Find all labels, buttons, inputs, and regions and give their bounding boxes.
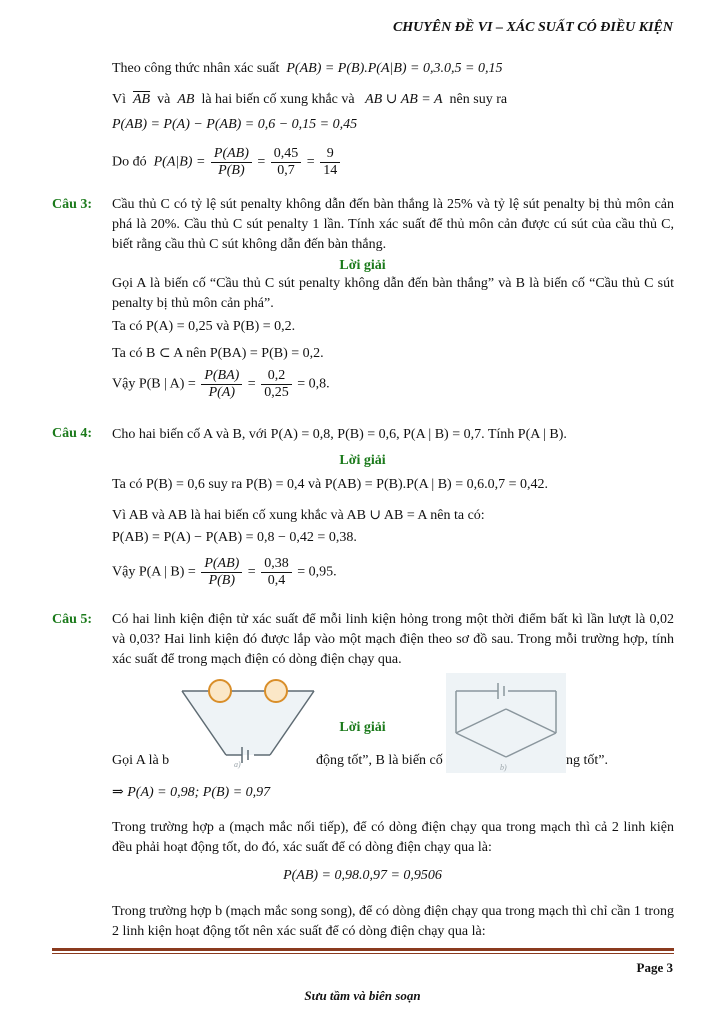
footer-divider [52, 948, 674, 954]
fraction-denominator: 0,4 [267, 573, 286, 588]
question-3-solution-2: Ta có P(A) = 0,25 và P(B) = 0,2. [112, 319, 296, 334]
question-3-solution-3: Ta có B ⊂ A nên P(BA) = P(B) = 0,2. [112, 346, 324, 361]
question-3-solution-1: Gọi A là biến cố “Cầu thủ C sút penalty không dẫn đến bàn thắng” và B là biến cố “Cầu thủ C sút penalty bị thủ môn cản phá”. [112, 276, 674, 311]
question-3-text: Cầu thủ C có tỷ lệ sút penalty không dẫn đến bàn thắng là 25% và tỷ lệ sút penalty bị thủ môn cản phá là 20%. Cầu thủ C sút penalty 1 lần. Tính xác suất để thủ môn cản được cú sút của cầu thủ C, biết rằng cầu thủ C sút không dẫn đến bàn thắng. [112, 197, 674, 252]
circuit-b-label: b) [500, 763, 507, 772]
question-4-label: Câu 4: [52, 426, 93, 441]
top-line-2-union: AB ∪ AB = A [365, 92, 443, 107]
circuit-a-label: a) [234, 760, 241, 769]
top-line-3-formula: P(AB) = P(A) − P(AB) = 0,6 − 0,15 = 0,45 [112, 117, 358, 132]
fraction-3 [320, 146, 340, 179]
page-number: Page 3 [636, 960, 673, 975]
fraction-1 [201, 556, 242, 589]
question-5-solution-2-formula: ⇒ P(A) = 0,98; P(B) = 0,97 [112, 785, 271, 800]
fraction-denominator: 0,25 [264, 385, 289, 400]
top-line-2-ab-bar: $\overline{AB}$ [133, 92, 151, 107]
footer-credit: Sưu tầm và biên soạn [304, 988, 421, 1003]
component-icon [209, 680, 231, 702]
fraction-denominator: 0,7 [277, 163, 295, 178]
fraction-denominator: P(A) [208, 385, 236, 400]
footer-divider-thick [52, 948, 674, 951]
question-5-solution-5: Trong trường hợp b (mạch mắc song song), để có dòng điện chạy qua trong mạch thì chỉ cần 1 trong 2 linh kiện hoạt động tốt nên xác suất để có dòng điện chạy qua là: [112, 904, 674, 939]
top-line-2-ab: AB [177, 92, 195, 107]
component-icon [265, 680, 287, 702]
question-5-solution-3: Trong trường hợp a (mạch mắc nối tiếp), để có dòng điện chạy qua trong mạch thì cả 2 linh kiện đều phải hoạt động tốt, do đó, xác suất để có dòng điện chạy qua là: [112, 820, 674, 855]
top-line-1-prefix: Theo công thức nhân xác suất [112, 61, 280, 76]
fraction-numerator: 0,45 [271, 146, 302, 163]
question-5-solution-1b: động tốt”, B là biến cố [316, 753, 443, 768]
fraction-denominator: P(B) [208, 573, 236, 588]
top-line-3 [112, 116, 357, 133]
question-5-solution-1a: Gọi A là b [112, 753, 170, 768]
question-3-label: Câu 3: [52, 197, 93, 212]
fraction-numerator: 9 [320, 146, 340, 163]
top-line-4: Do đó P(A|B) = $\frac{P(AB)}{P(B)}$ = $\frac{0,45}{0,7}$ = $\frac{9}{14}$ [112, 146, 342, 179]
question-4-solution-3: P(AB) = P(A) − P(AB) = 0,8 − 0,42 = 0,38. [112, 530, 357, 545]
fraction-2 [261, 556, 292, 589]
question-5-text: Có hai linh kiện điện tử xác suất để mỗi linh kiện hỏng trong một thời điểm bất kì lần lượt là 0,02 và 0,03? Hai linh kiện đó được lắp vào một mạch điện theo sơ đồ sau. Trong mỗi trường hợp, tính xác suất để trong mạch điện có dòng điện chạy qua. [112, 612, 674, 667]
question-4-solution-4-end: = 0,95. [297, 564, 337, 580]
fraction-numerator: P(AB) [211, 146, 252, 163]
top-line-2-end: nên suy ra [449, 92, 508, 107]
top-line-2 [112, 91, 507, 108]
fraction-1 [201, 368, 242, 401]
fraction-numerator: P(BA) [201, 368, 242, 385]
question-4-solution-4: Vậy P(A | B) = $\frac{P(AB)}{P(B)}$ = $\frac{0,38}{0,4}$ = 0,95. [112, 556, 337, 588]
question-5-solution-1c: ng tốt”. [566, 753, 608, 768]
question-4-solution-4-prefix: Vậy P(A | B) = [112, 564, 196, 580]
document-header: CHUYÊN ĐỀ VI – XÁC SUẤT CÓ ĐIỀU KIỆN [392, 20, 673, 35]
top-line-2-text: là hai biến cố xung khắc và [201, 92, 355, 107]
top-line-2-va: và [157, 92, 171, 107]
fraction-2 [261, 368, 292, 401]
fraction-denominator: 14 [323, 163, 338, 178]
top-line-1 [112, 60, 502, 77]
question-4-solution-2: Vì AB và AB là hai biến cố xung khắc và AB ∪ AB = A nên ta có: [112, 508, 485, 523]
question-3-solution-4-end: = 0,8. [297, 376, 330, 392]
question-5-solution-4 [0, 867, 725, 884]
fraction-numerator: 0,2 [261, 368, 292, 385]
top-line-4-lhs: P(A|B) = [153, 154, 206, 170]
fraction-2 [271, 146, 302, 179]
question-5-solution-title: Lời giải [339, 720, 386, 735]
question-4-solution-title: Lời giải [339, 453, 386, 468]
question-3-solution-4: Vậy P(B | A) = $\frac{P(BA)}{P(A)}$ = $\frac{0,2}{0,25}$ = 0,8. [112, 368, 330, 400]
question-4-text: Cho hai biến cố A và B, với P(A) = 0,8, P(B) = 0,6, P(A | B) = 0,7. Tính P(A | B). [112, 427, 567, 442]
question-5-solution-4-formula: P(AB) = 0,98.0,97 = 0,9506 [283, 868, 442, 883]
question-5-label: Câu 5: [52, 612, 93, 627]
top-line-4-prefix: Do đó [112, 154, 147, 170]
fraction-numerator: P(AB) [201, 556, 242, 573]
top-line-1-formula: P(AB) = P(B).P(A|B) = 0,3.0,5 = 0,15 [286, 61, 503, 76]
question-4-solution-1: Ta có P(B) = 0,6 suy ra P(B) = 0,4 và P(AB) = P(B).P(A | B) = 0,6.0,7 = 0,42. [112, 477, 549, 492]
question-3-solution-title: Lời giải [339, 258, 386, 273]
question-5-solution-2 [112, 784, 270, 801]
fraction-denominator: P(B) [218, 163, 245, 178]
top-line-2-vi: Vì [112, 92, 126, 107]
fraction-1 [211, 146, 252, 179]
fraction-numerator: 0,38 [261, 556, 292, 573]
question-3-solution-4-prefix: Vậy P(B | A) = [112, 376, 196, 392]
footer-divider-thin [52, 953, 674, 954]
